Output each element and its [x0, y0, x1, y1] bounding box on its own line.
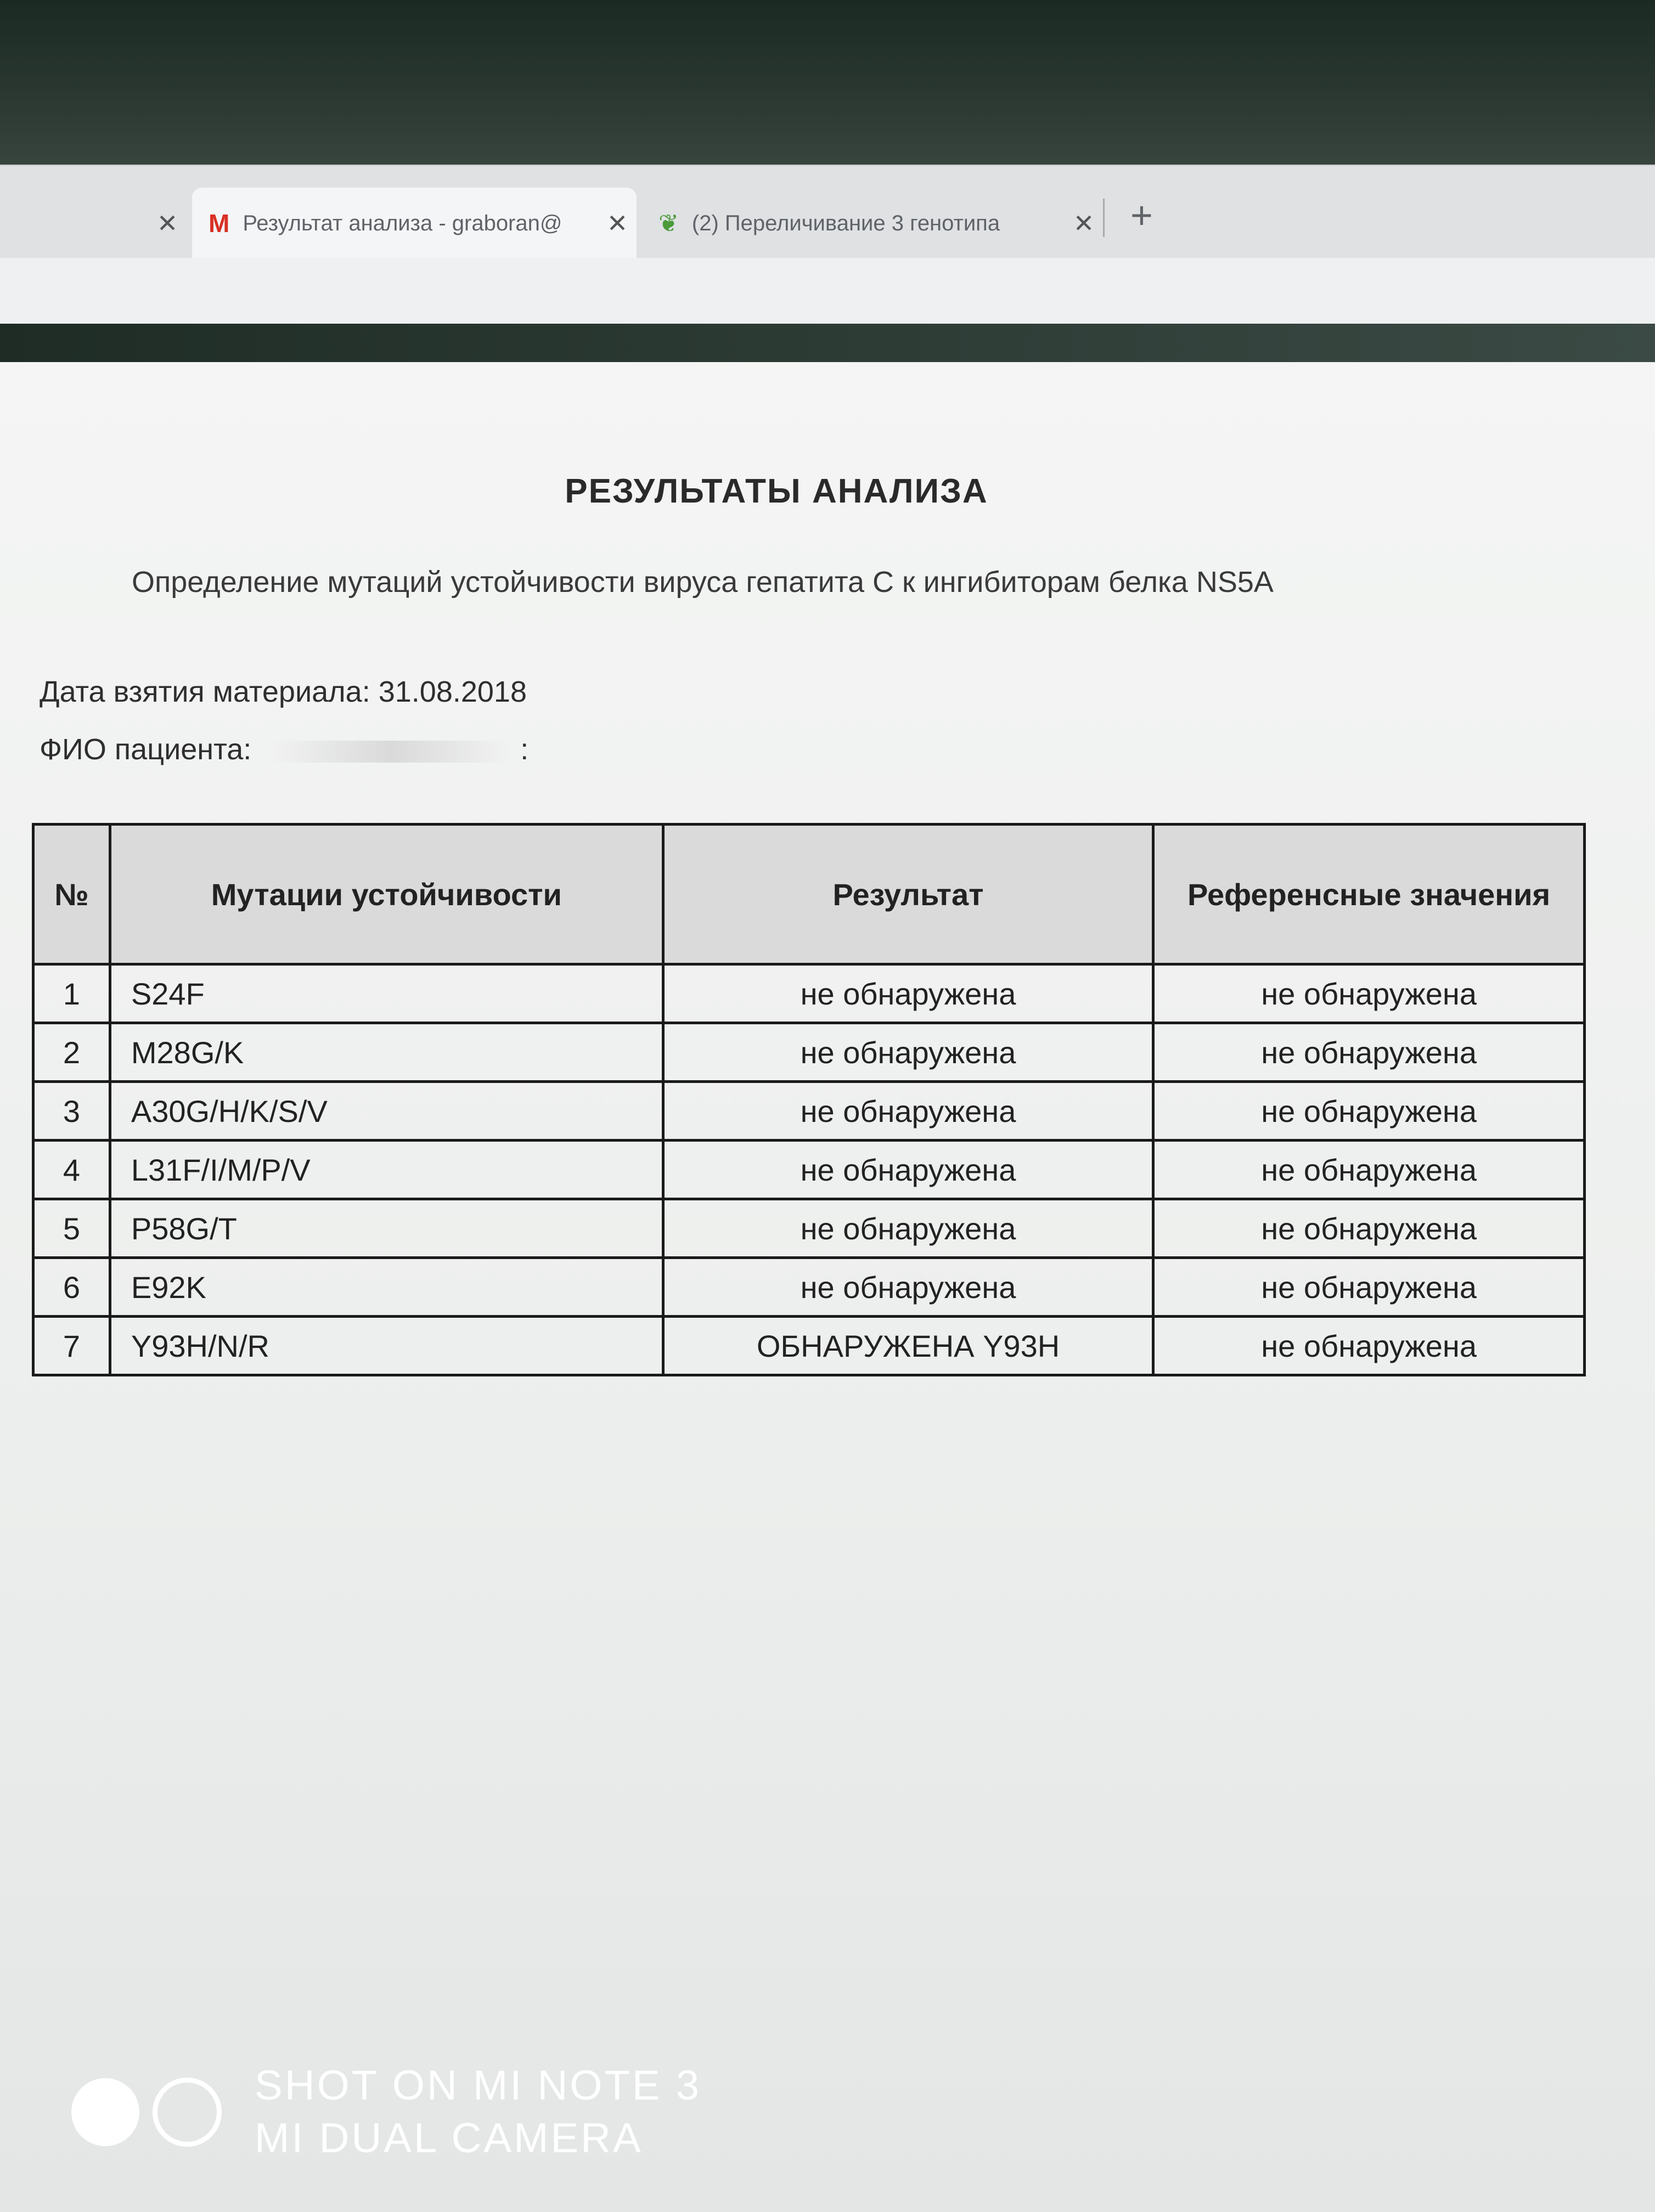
row-reference: не обнаружена — [1153, 1141, 1585, 1199]
table-header-row — [33, 825, 1585, 964]
row-result: не обнаружена — [663, 964, 1153, 1023]
row-result: не обнаружена — [663, 1023, 1153, 1082]
page-subtitle: Определение мутаций устойчивости вируса гепатита С к ингибиторам белка NS5A — [132, 566, 1274, 599]
watermark-line2: MI DUAL CAMERA — [255, 2115, 643, 2162]
row-reference: не обнаружена — [1153, 1258, 1585, 1317]
browser-tab-gmail[interactable] — [192, 188, 637, 259]
table-row — [33, 964, 1585, 1023]
patient-name-suffix: : — [520, 733, 529, 766]
row-mutation: L31F/I/M/P/V — [110, 1141, 663, 1199]
row-result: не обнаружена — [663, 1199, 1153, 1258]
row-result: не обнаружена — [663, 1258, 1153, 1317]
header-reference: Референсные значения — [1153, 825, 1585, 964]
row-reference: не обнаружена — [1153, 1023, 1585, 1082]
redacted-name — [271, 741, 512, 763]
row-mutation: A30G/H/K/S/V — [110, 1082, 663, 1141]
browser-tab-previous[interactable] — [0, 188, 187, 259]
screen-bezel — [0, 0, 1655, 181]
row-mutation: Y93H/N/R — [110, 1317, 663, 1375]
row-reference: не обнаружена — [1153, 1199, 1585, 1258]
new-tab-button[interactable]: + — [1130, 194, 1153, 236]
row-result: не обнаружена — [663, 1082, 1153, 1141]
site-favicon-icon: ❦ — [658, 210, 679, 237]
row-number: 5 — [33, 1199, 110, 1258]
toolbar-shadow-band — [0, 324, 1655, 368]
row-number: 7 — [33, 1317, 110, 1375]
watermark-text — [255, 2059, 701, 2165]
table-row — [33, 1199, 1585, 1258]
watermark-line1: SHOT ON MI NOTE 3 — [255, 2062, 702, 2109]
row-number: 1 — [33, 964, 110, 1023]
row-mutation: M28G/K — [110, 1023, 663, 1082]
tab-label: (2) Переличивание 3 генотипа — [691, 211, 1000, 235]
document-page — [0, 362, 1655, 2212]
row-reference: не обнаружена — [1153, 1082, 1585, 1141]
camera-watermark — [71, 2052, 701, 2172]
row-mutation: E92K — [110, 1258, 663, 1317]
sample-date-value: 31.08.2018 — [378, 675, 527, 708]
sample-date — [40, 675, 527, 709]
patient-name-label: ФИО пациента: — [40, 733, 252, 766]
row-number: 2 — [33, 1023, 110, 1082]
patient-name — [40, 732, 528, 766]
browser-tab-strip — [0, 165, 1655, 259]
close-icon[interactable]: ✕ — [606, 209, 628, 238]
header-number: № — [33, 825, 110, 964]
table-row — [33, 1317, 1585, 1375]
close-icon[interactable]: ✕ — [1073, 209, 1095, 238]
table-row — [33, 1082, 1585, 1141]
tab-label: Результат анализа - graboran@ — [243, 211, 562, 235]
table-row — [33, 1258, 1585, 1317]
row-number: 4 — [33, 1141, 110, 1199]
close-icon[interactable]: ✕ — [156, 209, 178, 238]
header-result: Результат — [663, 825, 1153, 964]
tab-divider — [1103, 199, 1105, 237]
table-row — [33, 1141, 1585, 1199]
page-title: РЕЗУЛЬТАТЫ АНАЛИЗА — [565, 472, 988, 510]
table-row — [33, 1023, 1585, 1082]
row-number: 3 — [33, 1082, 110, 1141]
camera-dot-icon — [71, 2078, 139, 2146]
row-mutation: S24F — [110, 964, 663, 1023]
results-table — [32, 823, 1586, 1376]
row-result: не обнаружена — [663, 1141, 1153, 1199]
camera-ring-icon — [153, 2078, 222, 2147]
browser-toolbar — [0, 258, 1655, 325]
row-mutation: P58G/T — [110, 1199, 663, 1258]
row-reference: не обнаружена — [1153, 1317, 1585, 1375]
sample-date-label: Дата взятия материала: — [40, 675, 370, 708]
row-number: 6 — [33, 1258, 110, 1317]
browser-tab-forum[interactable] — [648, 188, 1103, 259]
row-reference: не обнаружена — [1153, 964, 1585, 1023]
header-mutation: Мутации устойчивости — [110, 825, 663, 964]
row-result: ОБНАРУЖЕНА Y93H — [663, 1317, 1153, 1375]
gmail-icon: M — [209, 209, 230, 238]
